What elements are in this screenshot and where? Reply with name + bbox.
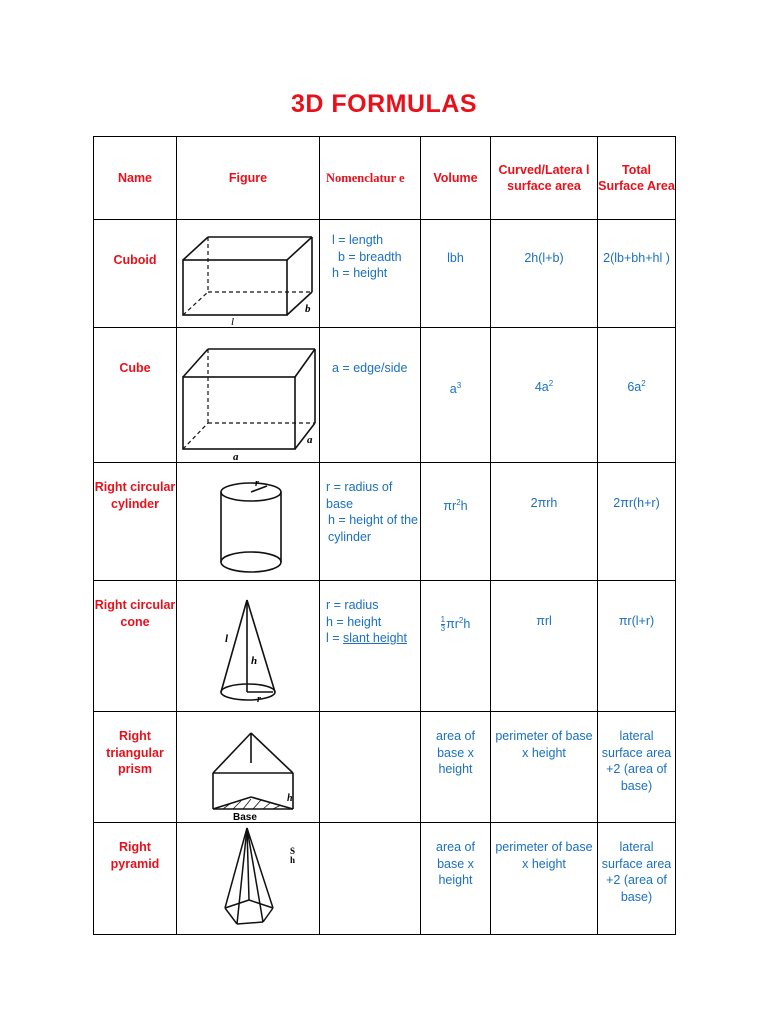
nomenclature-line: l = length [332, 233, 384, 247]
nomenclature-cell-empty [320, 823, 421, 935]
label-a-side: a [307, 434, 313, 446]
nomenclature-line: h = height [332, 266, 388, 280]
nomenclature-cell [320, 581, 421, 712]
nomenclature-cell [320, 463, 421, 581]
table-row [94, 220, 676, 328]
nomenclature-line: r = radius [326, 598, 379, 612]
nomenclature-line: r = radius of base [326, 480, 393, 511]
cube-drawing [177, 329, 319, 461]
triangular-prism-figure [177, 712, 320, 823]
total-area-cell: πr(l+r) [598, 581, 676, 712]
label-r: r [257, 694, 261, 705]
table-row [94, 712, 676, 823]
label-s: S [290, 845, 296, 856]
nomenclature-line: h = height of the cylinder [328, 513, 419, 544]
header-curved-surface-area: Curved/Latera l surface area [491, 137, 598, 220]
header-name: Name [94, 137, 177, 220]
table-row [94, 463, 676, 581]
row-name: Cuboid [94, 220, 177, 328]
total-area-cell: lateral surface area +2 (area of base) [598, 712, 676, 823]
cuboid-figure [177, 220, 320, 328]
label-h: h [287, 793, 293, 804]
nomenclature-line: b = breadth [338, 249, 402, 264]
total-area-cell: 2(lb+bh+hl ) [598, 220, 676, 328]
nomenclature-line: a = edge/side [332, 361, 408, 375]
pyramid-figure [177, 823, 320, 935]
curved-area-cell: perimeter of base x height [491, 712, 598, 823]
cone-drawing [177, 582, 319, 710]
volume-cell: $a^3$ [421, 328, 491, 463]
table-row [94, 823, 676, 935]
label-base: Base [233, 812, 257, 821]
nomenclature-cell [320, 220, 421, 328]
row-name: Right triangular prism [94, 712, 177, 823]
label-a-bottom: a [233, 451, 239, 461]
row-name: Right circular cylinder [94, 463, 177, 581]
total-area-cell: $6a^2$ [598, 328, 676, 463]
nomenclature-cell-empty [320, 712, 421, 823]
row-name: Right pyramid [94, 823, 177, 935]
formula-table [93, 136, 676, 935]
table-row [94, 581, 676, 712]
nomenclature-cell [320, 328, 421, 463]
pyramid-drawing [177, 824, 319, 934]
header-nomenclature: Nomenclatur e [320, 137, 421, 220]
total-area-cell: lateral surface area +2 (area of base) [598, 823, 676, 935]
volume-cell: area of base x height [421, 823, 491, 935]
nomenclature-line: l = slant height [326, 631, 407, 645]
header-volume: Volume [421, 137, 491, 220]
cylinder-drawing [177, 464, 319, 580]
header-total-surface-area: Total Surface Area [598, 137, 676, 220]
volume-cell: lbh [421, 220, 491, 328]
label-l: l [231, 315, 235, 327]
nomenclature-line: h = height [326, 614, 382, 629]
volume-cell: $\frac{1}{3}$ $\pi r^2h$ [421, 581, 491, 712]
curved-area-cell: 2h(l+b) [491, 220, 598, 328]
cuboid-drawing [177, 221, 319, 327]
curved-area-cell: perimeter of base x height [491, 823, 598, 935]
cylinder-figure [177, 463, 320, 581]
volume-cell: area of base x height [421, 712, 491, 823]
label-h: h [251, 655, 258, 667]
label-l: l [225, 633, 229, 645]
curved-area-cell: $4a^2$ [491, 328, 598, 463]
fraction: $\frac{1}{3}$ [440, 615, 446, 634]
table-row [94, 328, 676, 463]
curved-area-cell: πrl [491, 581, 598, 712]
row-name: Cube [94, 328, 177, 463]
header-row [94, 137, 676, 220]
total-area-cell: 2πr(h+r) [598, 463, 676, 581]
volume-cell: $\pi r^2h$ [421, 463, 491, 581]
header-figure: Figure [177, 137, 320, 220]
label-r: r [255, 477, 259, 489]
label-h: h [290, 854, 296, 865]
page-title: 3D FORMULAS [290, 90, 478, 118]
cube-figure [177, 328, 320, 463]
row-name: Right circular cone [94, 581, 177, 712]
curved-area-cell: 2πrh [491, 463, 598, 581]
prism-drawing [177, 713, 319, 821]
label-b: b [305, 302, 311, 315]
cone-figure [177, 581, 320, 712]
